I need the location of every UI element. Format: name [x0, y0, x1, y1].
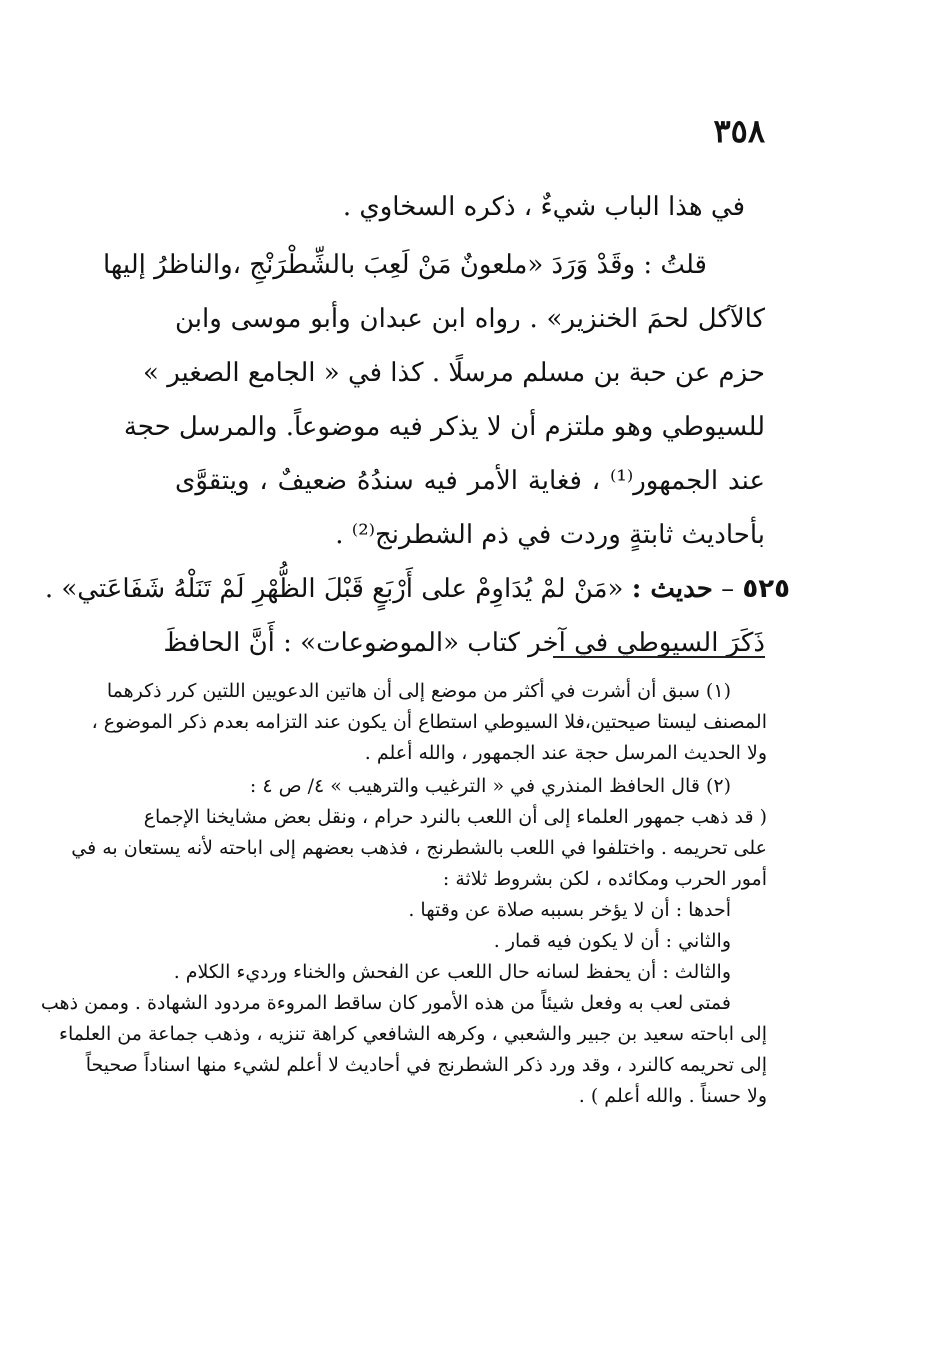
- footnote-2-line-9: إلى اباحته سعيد بن جبير والشعبي ، وكرهه الشافعي كراهة تنزيه ، وذهب جماعة من العلماء: [59, 1023, 767, 1045]
- hadith-dash: –: [721, 574, 735, 604]
- footnote-2-line-11: ولا حسناً . والله أعلم ) .: [578, 1085, 767, 1107]
- footnote-2-line-10: إلى تحريمه كالنرد ، وقد ورد ذكر الشطرنج في أحاديث لا أعلم لشيء منها اسناداً صحيحاً: [85, 1054, 767, 1076]
- footnote-2-condition-3: والثالث : أن يحفظ لسانه حال اللعب عن الفحش والخناء ورديء الكلام .: [173, 961, 731, 983]
- hadith-number: ٥٢٥: [742, 574, 790, 604]
- footnote-1-line-1: (١) سبق أن أشرت في أكثر من موضع إلى أن هاتين الدعويين اللتين كرر ذكرهما: [106, 680, 731, 702]
- hadith-label: حديث :: [631, 574, 713, 604]
- main-line-continuation: ذَكَرَ السيوطي في آخر كتاب «الموضوعات» : أَنَّ الحافظَ: [163, 628, 765, 658]
- main-line-4: حزم عن حبة بن مسلم مرسلًا . كذا في « الجامع الصغير »: [143, 358, 765, 388]
- footnote-2-line-8: فمتى لعب به وفعل شيئاً من هذه الأمور كان ساقط المروءة مردود الشهادة . وممن ذهب: [40, 992, 731, 1014]
- main-line-2: قلتُ : وقَدْ وَرَدَ «ملعونٌ مَنْ لَعِبَ بالشِّطْرَنْجِ ،والناظرُ إليها: [102, 250, 707, 280]
- footnote-2-line-2: ( قد ذهب جمهور العلماء إلى أن اللعب بالنرد حرام ، ونقل بعض مشايخنا الإجماع: [143, 806, 767, 828]
- footnote-2-condition-1: أحدها : أن لا يؤخر بسببه صلاة عن وقتها .: [408, 899, 731, 921]
- main-line-6: عند الجمهور⁽¹⁾ ، فغاية الأمر فيه سندُهُ ضعيفٌ ، ويتقوَّى: [175, 466, 765, 496]
- footnote-2-line-3: على تحريمه . واختلفوا في اللعب بالشطرنج ، فذهب بعضهم إلى اباحته لأنه يستعان به في: [71, 837, 767, 859]
- hadith-heading: [44, 562, 790, 616]
- main-line-7: بأحاديث ثابتةٍ وردت في ذم الشطرنج⁽²⁾ .: [335, 520, 765, 550]
- main-text: [44, 180, 790, 670]
- page-number: ٣٥٨: [713, 112, 765, 150]
- main-line-5: للسيوطي وهو ملتزم أن لا يذكر فيه موضوعاً. والمرسل حجة: [123, 412, 765, 442]
- footnote-divider: [553, 656, 765, 658]
- footnote-1-line-2: المصنف ليستا صيحتين،فلا السيوطي استطاع أن يكون عند التزامه بعدم ذكر الموضوع ،: [91, 711, 767, 733]
- footnote-1-line-3: ولا الحديث المرسل حجة عند الجمهور ، والله أعلم .: [364, 742, 767, 764]
- footnotes: [40, 676, 767, 1112]
- hadith-text: «مَنْ لمْ يُدَاوِمْ على أَرْبَعٍ قَبْلَ الظُّهْرِ لَمْ تَنَلْهُ شَفَاعَتي» .: [44, 574, 624, 604]
- main-line-1: في هذا الباب شيءٌ ، ذكره السخاوي .: [342, 192, 745, 222]
- footnote-2-line-1: (٢) قال الحافظ المنذري في « الترغيب والترهيب » ٤/ ص ٤ :: [249, 775, 731, 797]
- footnote-2-condition-2: والثاني : أن لا يكون فيه قمار .: [493, 930, 731, 952]
- main-line-3: كالآكل لحمَ الخنزير» . رواه ابن عبدان وأبو موسى وابن: [175, 304, 765, 334]
- footnote-2-line-4: أمور الحرب ومكائده ، لكن بشروط ثلاثة :: [442, 868, 767, 890]
